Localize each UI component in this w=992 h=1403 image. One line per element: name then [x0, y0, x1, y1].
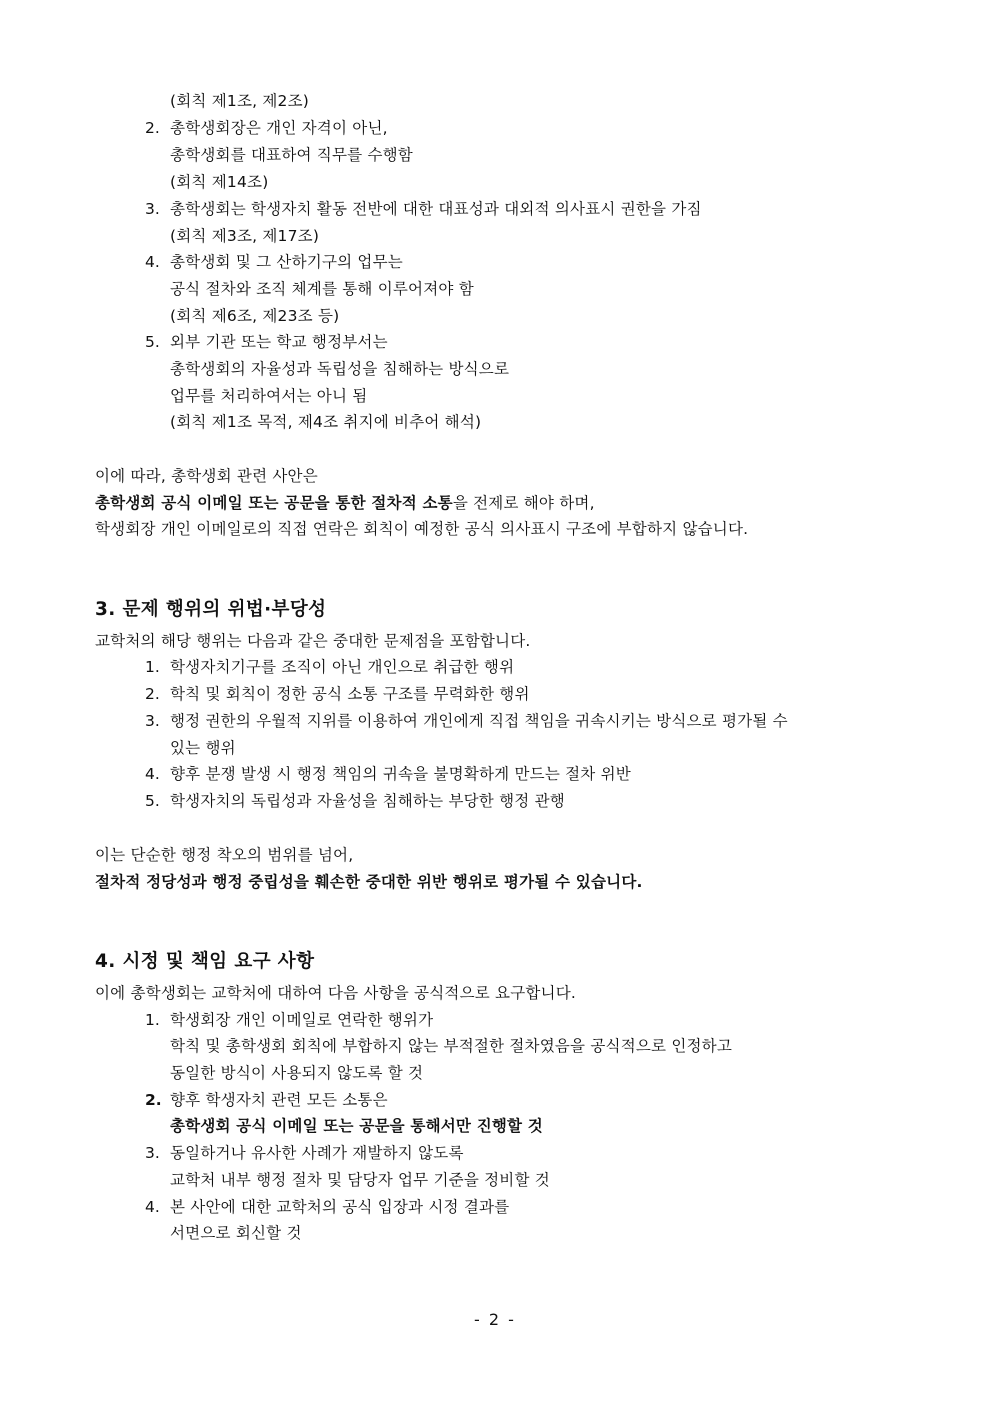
paragraph-text: 학생회장 개인 이메일로의 직접 연락은 회칙이 예정한 공식 의사표시 구조에 부합하지 않습니다.	[95, 520, 749, 538]
list-item-number: 2.	[145, 119, 160, 137]
list-item-text: 총학생회 및 그 산하기구의 업무는	[170, 253, 403, 271]
paragraph-text: 이에 따라, 총학생회 관련 사안은	[95, 467, 318, 485]
list-item-number: 2.	[145, 685, 160, 703]
list-item-text: 학생자치의 독립성과 자율성을 침해하는 부당한 행정 관행	[170, 792, 565, 810]
emphasis-text: 총학생회 공식 이메일 또는 공문을 통한 절차적 소통	[95, 494, 453, 512]
page-number: - 2 -	[474, 1310, 516, 1329]
list-item-text: 공식 절차와 조직 체계를 통해 이루어져야 함	[170, 280, 474, 298]
list-item-number: 1.	[145, 1011, 160, 1029]
list-item-text: 외부 기관 또는 학교 행정부서는	[170, 333, 388, 351]
paragraph-text-tail: 을 전제로 해야 하며,	[452, 494, 595, 512]
list-item-text: 동일한 방식이 사용되지 않도록 할 것	[170, 1064, 424, 1082]
list-item-text: 본 사안에 대한 교학처의 공식 입장과 시정 결과를	[170, 1198, 510, 1216]
list-item-number: 1.	[145, 658, 160, 676]
list-item-text: 총학생회는 학생자치 활동 전반에 대한 대표성과 대외적 의사표시 권한을 가짐	[170, 200, 702, 218]
list-item-number: 5.	[145, 792, 160, 810]
list-item-text: 학칙 및 총학생회 회칙에 부합하지 않는 부적절한 절차였음을 공식적으로 인정하고	[170, 1037, 733, 1055]
list-item-number: 4.	[145, 1198, 160, 1216]
list-item-number: 3.	[145, 712, 160, 730]
list-item-text: 총학생회의 자율성과 독립성을 침해하는 방식으로	[170, 360, 510, 378]
list-item-text: 있는 행위	[170, 739, 236, 757]
list-item-text: 학칙 및 회칙이 정한 공식 소통 구조를 무력화한 행위	[170, 685, 530, 703]
list-item-text: 학생자치기구를 조직이 아닌 개인으로 취급한 행위	[170, 658, 515, 676]
list-item-number: 2.	[145, 1091, 162, 1109]
paragraph-text	[95, 492, 595, 514]
list-item-number: 5.	[145, 333, 160, 351]
list-item-number: 3.	[145, 1144, 160, 1162]
article-reference: (회칙 제3조, 제17조)	[170, 227, 320, 245]
list-item-text: 향후 학생자치 관련 모든 소통은	[170, 1091, 388, 1109]
list-item-text: 학생회장 개인 이메일로 연락한 행위가	[170, 1011, 434, 1029]
list-item-number: 4.	[145, 765, 160, 783]
list-item-text: 총학생회장은 개인 자격이 아닌,	[170, 119, 388, 137]
article-reference: (회칙 제1조 목적, 제4조 취지에 비추어 해석)	[170, 413, 482, 431]
section-heading: 4. 시정 및 책임 요구 사항	[95, 951, 315, 972]
section-intro: 교학처의 해당 행위는 다음과 같은 중대한 문제점을 포함합니다.	[95, 632, 531, 650]
list-item-number: 4.	[145, 253, 160, 271]
list-item-text: 교학처 내부 행정 절차 및 담당자 업무 기준을 정비할 것	[170, 1171, 550, 1189]
list-item-text: 서면으로 회신할 것	[170, 1224, 302, 1242]
section-heading: 3. 문제 행위의 위법·부당성	[95, 599, 327, 620]
list-item-text: 향후 분쟁 발생 시 행정 책임의 귀속을 불명확하게 만드는 절차 위반	[170, 765, 631, 783]
article-reference: (회칙 제14조)	[170, 173, 269, 191]
list-item-text: 행정 권한의 우월적 지위를 이용하여 개인에게 직접 책임을 귀속시키는 방식으로 평가될 수	[170, 712, 788, 730]
paragraph-text: 이는 단순한 행정 착오의 범위를 넘어,	[95, 846, 354, 864]
emphasis-text: 총학생회 공식 이메일 또는 공문을 통해서만 진행할 것	[170, 1117, 543, 1135]
list-item-number: 3.	[145, 200, 160, 218]
list-item-text: 동일하거나 유사한 사례가 재발하지 않도록	[170, 1144, 464, 1162]
section-intro: 이에 총학생회는 교학처에 대하여 다음 사항을 공식적으로 요구합니다.	[95, 984, 577, 1002]
article-reference: (회칙 제6조, 제23조 등)	[170, 307, 340, 325]
list-item-text: 총학생회를 대표하여 직무를 수행함	[170, 146, 413, 164]
emphasis-text: 절차적 정당성과 행정 중립성을 훼손한 중대한 위반 행위로 평가될 수 있습니다.	[95, 873, 643, 891]
article-reference: (회칙 제1조, 제2조)	[170, 92, 310, 110]
list-item-text: 업무를 처리하여서는 아니 됨	[170, 387, 368, 405]
